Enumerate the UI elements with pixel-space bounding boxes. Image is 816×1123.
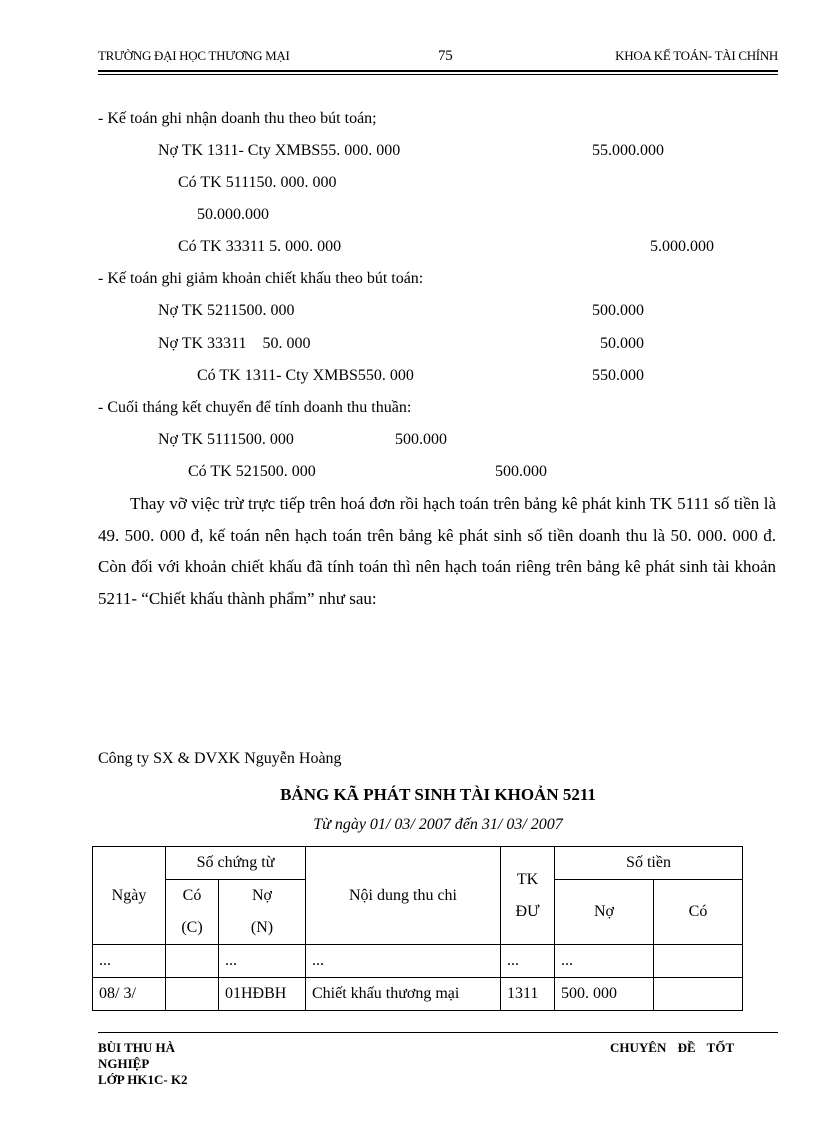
cell-no: ... [219,945,306,978]
entry-credit-33311-amount: 5.000.000 [650,238,714,255]
header-tk: TK [516,870,539,888]
entry-debit-5211: Nợ TK 5211500. 000 [158,302,295,319]
explanation-paragraph [98,488,776,614]
footer-rule [98,1032,778,1033]
header-tk-du [501,847,555,945]
entry-discount-heading: - Kế toán ghi giảm khoản chiết khấu theo bút toán: [98,270,424,287]
header-rule-thin [98,74,778,75]
cell-tk: ... [501,945,555,978]
table-row [93,945,743,978]
header-debit-voucher [219,880,306,945]
entry-credit-1311: Có TK 1311- Cty XMBS550. 000 [197,367,414,384]
table-row [93,978,743,1011]
entry-credit-33311: Có TK 33311 5. 000. 000 [178,238,342,255]
cell-co [166,978,219,1011]
ledger-table [92,846,743,1011]
footer-left [98,1040,188,1088]
header-voucher: Số chứng từ [166,847,306,880]
entry-debit-1311: Nợ TK 1311- Cty XMBS55. 000. 000 [158,142,401,159]
footer-line2: NGHIỆP [98,1056,150,1071]
entry-credit-5111: Có TK 511150. 000. 000 [178,174,337,191]
page-header [98,48,778,72]
header-amount-debit: Nợ [555,880,654,945]
page-number: 75 [438,48,453,64]
header-no-code: (N) [250,919,274,936]
entry-revenue-heading: - Kế toán ghi nhận doanh thu theo bút toán; [98,110,377,127]
cell-no: 01HĐBH [219,978,306,1011]
entry-credit-1311-amount: 550.000 [592,367,644,384]
header-credit-voucher [166,880,219,945]
header-amount-credit: Có [654,880,743,945]
footer-author: BÙI THU HÀ [98,1040,176,1055]
entry-closing-heading: - Cuối tháng kết chuyển để tính doanh thu thuần: [98,399,412,416]
explanation-text: Thay vỡ việc trừ trực tiếp trên hoá đơn rồi hạch toán trên bảng kê phát kinh TK 5111 số tiền là 49. 500. 000 đ, kế toán nên hạch toán trên bảng kê phát sinh số tiền doanh thu là 50. 000. 000 đ. Còn đối với khoản chiết khấu đã tính toán thì nên hạch toán riêng trên bảng kê phát sinh tài khoản 5211- “Chiết khấu thành phẩm” như sau: [98,494,776,608]
entry-debit-5211-amount: 500.000 [592,302,644,319]
header-du: ĐƯ [515,902,540,920]
table-title: BẢNG KÃ PHÁT SINH TÀI KHOẢN 5211 [280,785,596,804]
entry-credit-521: Có TK 521500. 000 [188,463,316,480]
cell-content: ... [306,945,501,978]
header-content: Nội dung thu chi [306,847,501,945]
header-co-code: (C) [181,919,203,936]
cell-amount-credit [654,978,743,1011]
cell-co [166,945,219,978]
footer-right: CHUYÊN ĐỀ TỐT [610,1040,735,1055]
cell-tk: 1311 [501,978,555,1011]
cell-date: ... [93,945,166,978]
header-co: Có [182,887,202,904]
header-rule [98,70,778,72]
entry-credit-5111-amount: 50.000.000 [197,206,269,223]
entry-credit-521-amount: 500.000 [495,463,547,480]
table-subtitle: Từ ngày 01/ 03/ 2007 đến 31/ 03/ 2007 [313,816,563,833]
cell-amount-debit: ... [555,945,654,978]
footer-class: LỚP HK1C- K2 [98,1072,188,1087]
header-date: Ngày [93,847,166,945]
header-no: Nợ [251,887,272,904]
cell-date: 08/ 3/ [93,978,166,1011]
entry-debit-33311-amount: 50.000 [600,335,644,352]
company-name: Công ty SX & DVXK Nguyễn Hoàng [98,750,342,767]
cell-content: Chiết khấu thương mại [306,978,501,1011]
entry-debit-33311: Nợ TK 33311 50. 000 [158,335,311,352]
header-faculty: KHOA KẾ TOÁN- TÀI CHÍNH [615,48,778,63]
header-university: TRƯỜNG ĐẠI HỌC THƯƠNG MẠI [98,48,290,63]
cell-amount-credit [654,945,743,978]
entry-debit-5111-amount: 500.000 [395,431,447,448]
cell-amount-debit: 500. 000 [555,978,654,1011]
entry-debit-5111: Nợ TK 5111500. 000 [158,431,294,448]
header-amount: Số tiền [555,847,743,880]
entry-debit-1311-amount: 55.000.000 [592,142,664,159]
